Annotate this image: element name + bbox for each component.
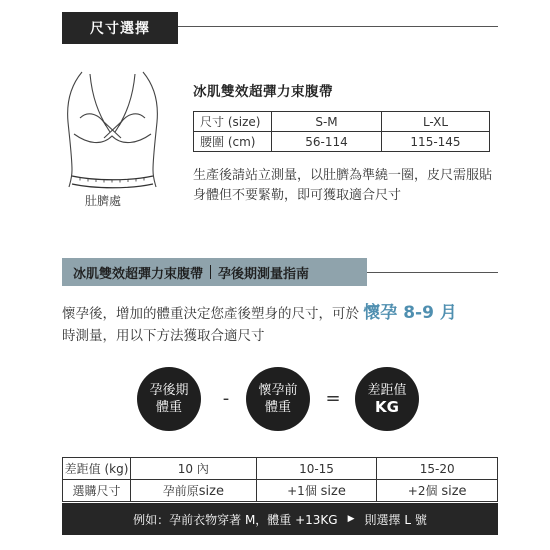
choose-size-cell [131, 480, 257, 502]
example-bar [62, 503, 498, 535]
choose-size-cell [377, 480, 498, 502]
left-body-outline [68, 72, 82, 187]
bra-band [74, 134, 151, 143]
bra-right-cup [119, 114, 145, 126]
intro-highlight: 懷孕 8-9 月 [363, 303, 457, 323]
gap-range-cell: 10-15 [256, 458, 377, 480]
divider [178, 26, 498, 27]
gap-size-table [62, 457, 498, 502]
formula-label: 差距值 [367, 383, 407, 398]
choose-size-header-cell: 選購尺寸 [63, 480, 131, 502]
divider [367, 272, 498, 273]
arrow-right-icon: ▶ [347, 514, 355, 524]
gap-header-cell: 差距值 (kg) [63, 458, 131, 480]
right-body-outline [143, 72, 157, 187]
intro-before: 懷孕後，增加的體重決定您產後塑身的尺寸，可於 [62, 306, 359, 322]
waist-cell: 115-145 [382, 132, 490, 152]
formula-pre-pregnancy-weight [246, 367, 310, 431]
example-result: 則選擇 L 號 [364, 512, 427, 527]
intro-after: 時測量，用以下方法獲取合適尺寸 [62, 328, 265, 344]
table-row [63, 480, 498, 502]
choose-size-cell [256, 480, 377, 502]
formula-label: 懷孕前 [258, 383, 298, 398]
right-strap [115, 74, 135, 132]
size-table [193, 111, 490, 152]
table-row [194, 112, 490, 132]
gap-range-cell: 15-20 [377, 458, 498, 480]
formula-late-pregnancy-weight [137, 367, 201, 431]
product-title: 冰肌雙效超彈力束腹帶 [193, 84, 333, 100]
left-strap [90, 74, 110, 132]
size-suffix: size [320, 484, 346, 499]
formula-label: 孕後期 [149, 383, 189, 398]
example-text: 例如：孕前衣物穿著 M，體重 +13KG [133, 512, 338, 527]
section-separator [210, 265, 211, 279]
navel-label: 肚臍處 [85, 194, 122, 208]
intro-text [62, 302, 502, 347]
measurement-instructions: 生產後請站立測量，以肚臍為準繞一圈，皮尺需服貼身體但不要緊勒，即可獲取適合尺寸 [193, 168, 493, 203]
gap-range-cell: 10 內 [131, 458, 257, 480]
size-prefix: 孕前原 [162, 484, 199, 498]
formula-unit: KG [375, 398, 399, 416]
size-prefix: +1個 [287, 484, 317, 498]
formula-difference-kg [355, 367, 419, 431]
waist-header-cell: 腰圍 (cm) [194, 132, 272, 152]
size-prefix: +2個 [407, 484, 438, 498]
minus-operator: - [222, 388, 230, 409]
section-bar-guide [62, 258, 367, 286]
bra-left-cup [80, 114, 106, 126]
size-suffix: size [441, 484, 467, 499]
table-row [63, 458, 498, 480]
formula-label: 體重 [264, 400, 291, 415]
measuring-tape [72, 176, 153, 188]
equals-operator: = [325, 388, 341, 409]
size-suffix: size [198, 484, 224, 499]
size-header-cell: 尺寸 (size) [194, 112, 272, 132]
size-cell: L-XL [382, 112, 490, 132]
size-cell: S-M [272, 112, 382, 132]
waist-cell: 56-114 [272, 132, 382, 152]
section-title-size-selection: 尺寸選擇 [62, 12, 178, 44]
section-guide-title: 孕後期測量指南 [218, 266, 310, 282]
table-row [194, 132, 490, 152]
section-product-name: 冰肌雙效超彈力束腹帶 [73, 266, 204, 282]
formula-label: 體重 [155, 400, 182, 415]
